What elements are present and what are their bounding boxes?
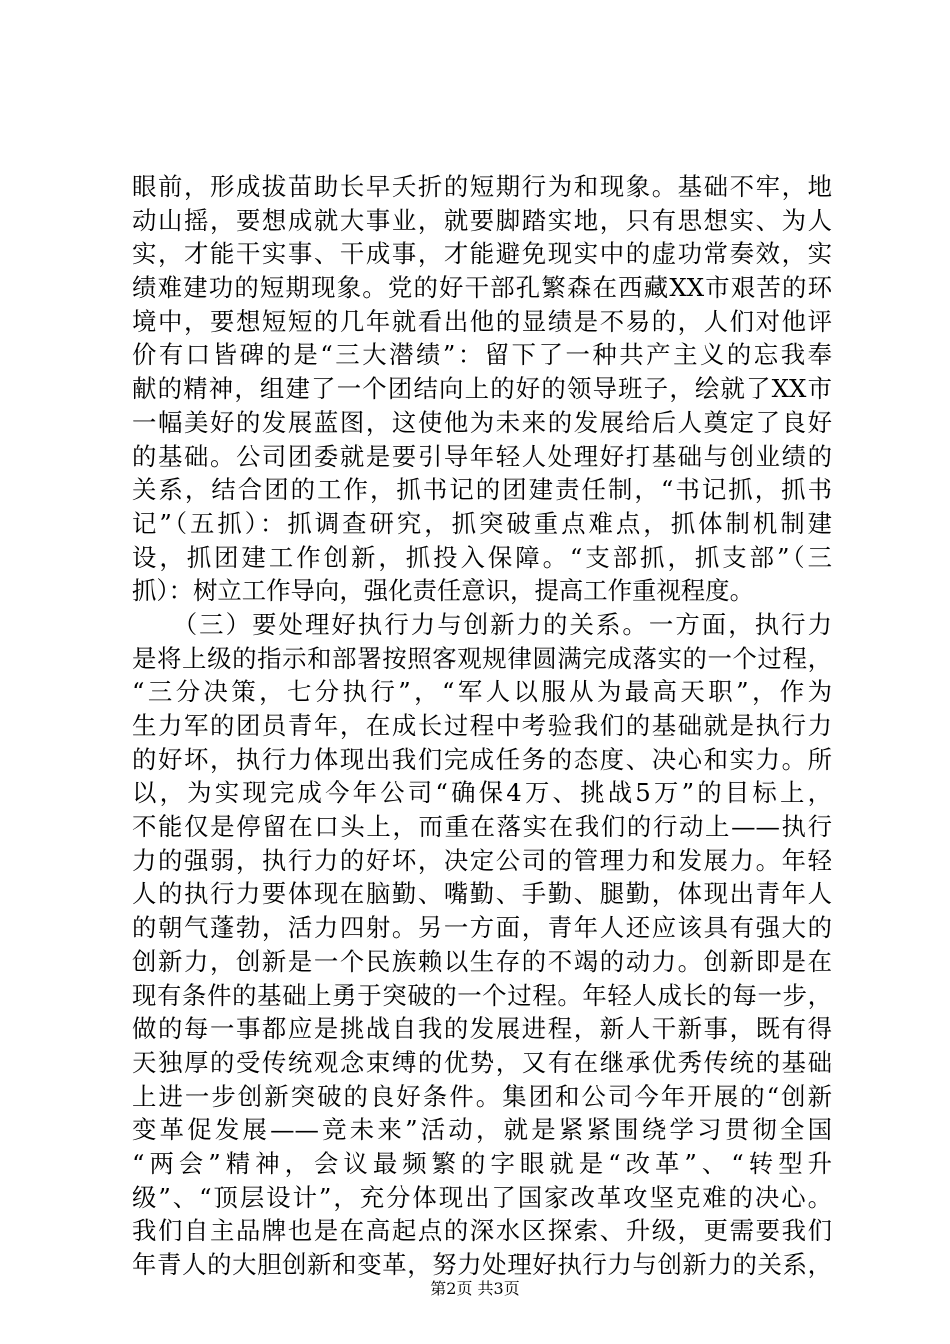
text-line: 境中，要想短短的几年就看出他的显绩是不易的，人们对他评 — [132, 306, 832, 336]
text-line: 是将上级的指示和部署按照客观规律圆满完成落实的一个过程， — [132, 643, 832, 673]
text-line: 天独厚的受传统观念束缚的优势，又有在继承优秀传统的基础 — [132, 1047, 832, 1077]
text-line: 生力军的团员青年，在成长过程中考验我们的基础就是执行力 — [132, 711, 832, 740]
text-line: 记”（五抓）：抓调查研究，抓突破重点难点，抓体制机制建 — [132, 508, 832, 538]
text-line: 年青人的大胆创新和变革，努力处理好执行力与创新力的关系， — [132, 1250, 832, 1279]
text-line: 动山摇，要想成就大事业，就要脚踏实地，只有思想实、为人 — [132, 205, 832, 235]
text-line: 的朝气蓬勃，活力四射。另一方面，青年人还应该具有强大的 — [132, 913, 832, 943]
text-line: 一幅美好的发展蓝图，这使他为未来的发展给后人奠定了良好 — [132, 407, 832, 437]
text-line: 现有条件的基础上勇于突破的一个过程。年轻人成长的每一步， — [132, 980, 832, 1010]
text-line: “两会”精神，会议最频繁的字眼就是“改革”、“转型升 — [132, 1148, 832, 1178]
text-line: 的好坏，执行力体现出我们完成任务的态度、决心和实力。所 — [132, 744, 832, 774]
text-line: 不能仅是停留在口头上，而重在落实在我们的行动上——执行 — [132, 812, 832, 842]
text-line: 级”、“顶层设计”，充分体现出了国家改革攻坚克难的决心。 — [132, 1182, 832, 1212]
text-line: 实，才能干实事、干成事，才能避免现实中的虚功常奏效，实 — [132, 239, 832, 269]
text-line: 价有口皆碑的是“三大潜绩”：留下了一种共产主义的忘我奉 — [132, 340, 832, 370]
text-line: 创新力，创新是一个民族赖以生存的不竭的动力。创新即是在 — [132, 946, 832, 976]
text-line: 力的强弱，执行力的好坏，决定公司的管理力和发展力。年轻 — [132, 845, 832, 875]
text-line: 设，抓团建工作创新，抓投入保障。“支部抓，抓支部”（三 — [132, 542, 832, 572]
text-line: 眼前，形成拔苗助长早夭折的短期行为和现象。基础不牢，地 — [132, 172, 832, 201]
text-line: 变革促发展——竞未来”活动，就是紧紧围绕学习贯彻全国 — [132, 1115, 832, 1145]
text-line: 抓）：树立工作导向，强化责任意识，提高工作重视程度。 — [132, 576, 754, 606]
text-line: “三分决策，七分执行”，“军人以服从为最高天职”，作为 — [132, 677, 832, 707]
body-text — [132, 170, 832, 1282]
text-line: 献的精神，组建了一个团结向上的好的领导班子，绘就了XX市 — [132, 374, 832, 404]
text-line: （三）要处理好执行力与创新力的关系。一方面，执行力 — [132, 609, 832, 639]
text-line: 绩难建功的短期现象。党的好干部孔繁森在西藏XX市艰苦的环 — [132, 273, 832, 303]
text-line: 关系，结合团的工作，抓书记的团建责任制，“书记抓，抓书 — [132, 475, 832, 505]
text-line: 的基础。公司团委就是要引导年轻人处理好打基础与创业绩的 — [132, 441, 832, 471]
text-line: 以，为实现完成今年公司“确保4万、挑战5万”的目标上， — [132, 778, 832, 808]
text-line: 上进一步创新突破的良好条件。集团和公司今年开展的“创新 — [132, 1081, 832, 1111]
text-line: 我们自主品牌也是在高起点的深水区探索、升级，更需要我们 — [132, 1216, 832, 1246]
page-footer: 第2页 共3页 — [430, 1279, 520, 1298]
text-line: 人的执行力要体现在脑勤、嘴勤、手勤、腿勤，体现出青年人 — [132, 879, 832, 909]
text-line: 做的每一事都应是挑战自我的发展进程，新人干新事，既有得 — [132, 1014, 832, 1044]
